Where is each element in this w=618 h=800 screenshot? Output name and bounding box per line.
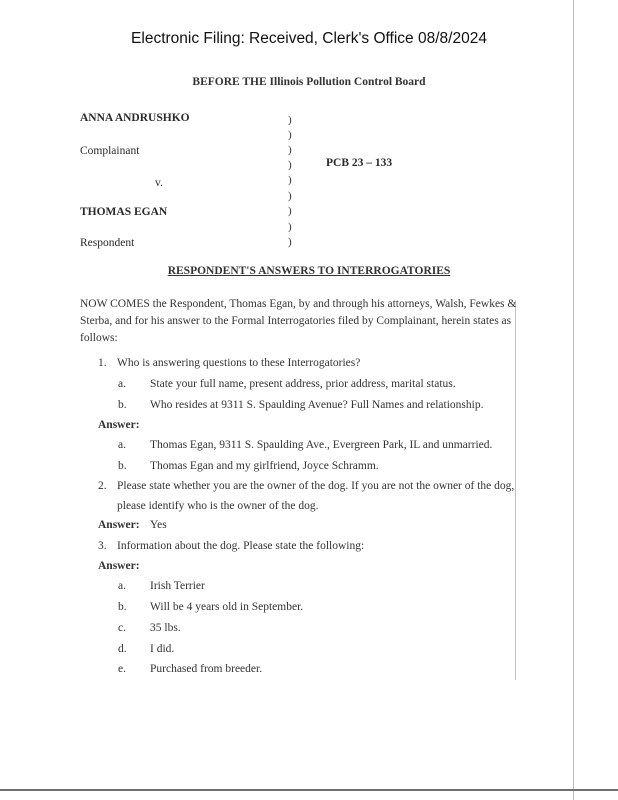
answer-label: Answer: <box>98 560 140 572</box>
answer-text: Purchased from breeder. <box>150 663 263 675</box>
answer-text: I did. <box>150 643 175 655</box>
answer-letter: c. <box>118 622 126 634</box>
caption-paren: ) <box>288 129 292 141</box>
answer-letter: b. <box>118 601 127 613</box>
respondent-role: Respondent <box>80 237 135 249</box>
answer-text: Thomas Egan, 9311 S. Spaulding Ave., Evergreen Park, IL and unmarried. <box>150 439 493 451</box>
answer-letter: a. <box>118 439 126 451</box>
answer-letter: e. <box>118 663 126 675</box>
caption-paren: ) <box>288 174 292 186</box>
answer-text: Yes <box>150 519 167 531</box>
answer-text: 35 lbs. <box>150 622 181 634</box>
subquestion-text: State your full name, present address, prior address, marital status. <box>150 378 456 390</box>
respondent-name: THOMAS EGAN <box>80 206 168 218</box>
complainant-name: ANNA ANDRUSHKO <box>80 112 190 124</box>
caption-paren: ) <box>288 205 292 217</box>
question-text-continued: please identify who is the owner of the dog. <box>117 500 319 512</box>
question-text: Information about the dog. Please state the following: <box>117 540 365 552</box>
answer-letter: b. <box>118 460 127 472</box>
question-text: Who is answering questions to these Interrogatories? <box>117 357 361 369</box>
board-title: BEFORE THE Illinois Pollution Control Board <box>192 76 426 88</box>
question-number: 3. <box>98 540 107 552</box>
versus-text: v. <box>155 177 163 189</box>
filing-stamp: Electronic Filing: Received, Clerk's Office 08/8/2024 <box>131 30 487 47</box>
question-text: Please state whether you are the owner of the dog. If you are not the owner of the dog, <box>117 480 515 492</box>
answer-text: Thomas Egan and my girlfriend, Joyce Schramm. <box>150 460 379 472</box>
caption-paren: ) <box>288 144 292 156</box>
caption-paren: ) <box>288 159 292 171</box>
answer-text: Will be 4 years old in September. <box>150 601 304 613</box>
caption-paren: ) <box>288 114 292 126</box>
caption-paren: ) <box>288 236 292 248</box>
caption-paren: ) <box>288 190 292 202</box>
intro-paragraph: NOW COMES the Respondent, Thomas Egan, by and through his attorneys, Walsh, Fewkes & Sterba, and for his answer to the Formal Interrogatories filed by Complainant, herein states as follows: <box>80 298 517 344</box>
document-heading: RESPONDENT'S ANSWERS TO INTERROGATORIES <box>167 265 451 277</box>
answer-letter: a. <box>118 580 126 592</box>
subquestion-text: Who resides at 9311 S. Spaulding Avenue? Full Names and relationship. <box>150 399 484 411</box>
subquestion-letter: a. <box>118 378 126 390</box>
answer-text: Irish Terrier <box>150 580 205 592</box>
scan-artifact-line <box>515 300 516 680</box>
case-number: PCB 23 – 133 <box>326 157 393 169</box>
answer-letter: d. <box>118 643 127 655</box>
answer-label: Answer: <box>98 419 140 431</box>
subquestion-letter: b. <box>118 399 127 411</box>
complainant-role: Complainant <box>80 145 140 157</box>
question-number: 1. <box>98 357 107 369</box>
scan-edge-line <box>573 0 574 800</box>
question-number: 2. <box>98 480 107 492</box>
scan-bottom-edge <box>0 789 618 791</box>
answer-label: Answer: <box>98 519 140 531</box>
caption-paren: ) <box>288 221 292 233</box>
